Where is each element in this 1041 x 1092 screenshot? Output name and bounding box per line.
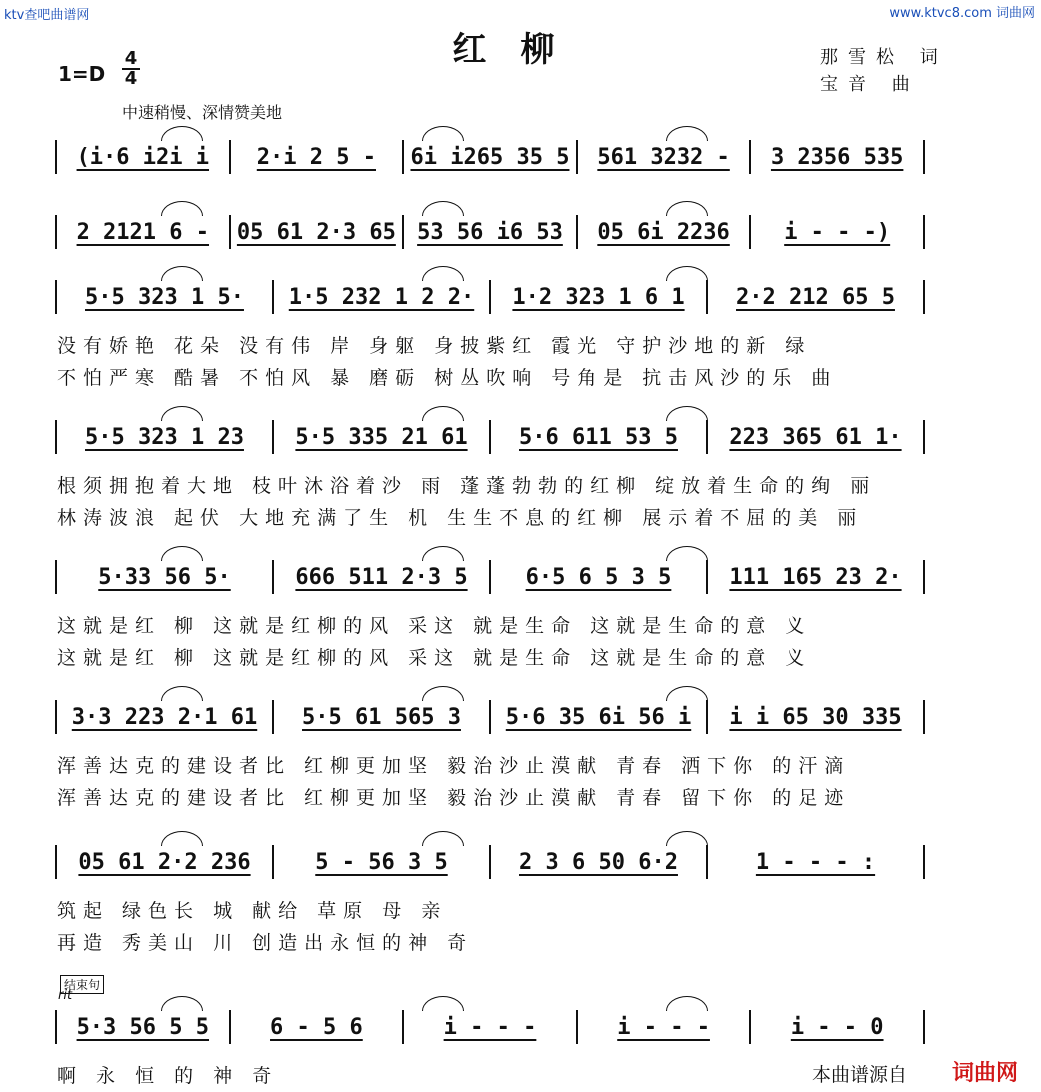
lyric-line: 浑善达克的建设者比 红柳更加坚 毅治沙止漠献 青春 洒下你 的汗滴 <box>57 755 851 777</box>
slur-mark <box>422 831 464 846</box>
notes-row <box>55 560 925 594</box>
tempo-marking: 中速稍慢、深情赞美地 <box>122 103 283 122</box>
slur-mark <box>161 831 203 846</box>
measure: 5·5 61 565 3 <box>274 700 491 734</box>
measure: 5·5 323 1 5· <box>57 280 274 314</box>
notes-row <box>55 700 925 734</box>
watermark-right: www.ktvc8.com 词曲网 <box>889 6 1035 21</box>
measure: 5·5 323 1 23 <box>57 420 274 454</box>
measure: 05 6i 2236 <box>578 215 752 249</box>
measure: 666 511 2·3 5 <box>274 560 491 594</box>
lyric-line: 没有娇艳 花朵 没有伟 岸 身躯 身披紫红 霞光 守护沙地的新 绿 <box>57 335 812 357</box>
score-system <box>55 280 925 394</box>
song-title: 红柳 <box>452 30 589 70</box>
slur-mark <box>666 686 708 701</box>
measure: 111 165 23 2· <box>708 560 925 594</box>
measure: 5·3 56 5 5 <box>57 1010 231 1044</box>
measure: 6·5 6 5 3 5 <box>491 560 708 594</box>
lyricist: 那雪松 词 <box>820 47 948 68</box>
lyric-line: 浑善达克的建设者比 红柳更加坚 毅治沙止漠献 青春 留下你 的足迹 <box>57 787 851 809</box>
time-bottom: 4 <box>124 68 138 89</box>
score-system <box>55 420 925 534</box>
measure: i - - - <box>404 1010 578 1044</box>
slur-mark <box>422 126 464 141</box>
measure: i - - - <box>578 1010 752 1044</box>
score-system <box>55 215 925 249</box>
slur-mark <box>161 996 203 1011</box>
measure: (i·6 i2i i <box>57 140 231 174</box>
slur-mark <box>422 406 464 421</box>
composer: 宝音 曲 <box>820 74 920 95</box>
score-system <box>55 845 925 959</box>
measure: 1·2 323 1 6 1 <box>491 280 708 314</box>
measure: 6 - 5 6 <box>231 1010 405 1044</box>
credits <box>820 44 948 98</box>
measure: 2·i 2 5 - <box>231 140 405 174</box>
slur-mark <box>422 686 464 701</box>
measure: 3 2356 535 <box>751 140 925 174</box>
measure: 1 - - - : <box>708 845 925 879</box>
measure: i - - -) <box>751 215 925 249</box>
measure: 1·5 232 1 2 2· <box>274 280 491 314</box>
slur-mark <box>666 201 708 216</box>
measure: 2 3 6 50 6·2 <box>491 845 708 879</box>
measure: 5·6 611 53 5 <box>491 420 708 454</box>
source-brand: 词曲网 <box>952 1061 1019 1086</box>
measure: 5·6 35 6i 56 i <box>491 700 708 734</box>
lyric-line: 筑起 绿色长 城 献给 草原 母 亲 <box>57 900 448 922</box>
measure: 2 2121 6 - <box>57 215 231 249</box>
time-signature <box>120 50 142 88</box>
slur-mark <box>422 996 464 1011</box>
notes-row <box>55 1010 925 1044</box>
slur-mark <box>666 996 708 1011</box>
measure: 53 56 i6 53 <box>404 215 578 249</box>
lyric-line: 再造 秀美山 川 创造出永恒的神 奇 <box>57 932 474 954</box>
slur-mark <box>422 546 464 561</box>
slur-mark <box>666 266 708 281</box>
notes-row <box>55 280 925 314</box>
measure: 5 - 56 3 5 <box>274 845 491 879</box>
notes-row <box>55 215 925 249</box>
slur-mark <box>161 686 203 701</box>
score-system <box>55 700 925 814</box>
measure: 6i i265 35 5 <box>404 140 578 174</box>
ending-label: 结束句 <box>60 975 104 994</box>
notes-row <box>55 845 925 879</box>
measure: 5·5 335 21 61 <box>274 420 491 454</box>
score-system <box>55 560 925 674</box>
slur-mark <box>161 406 203 421</box>
measure: 561 3232 - <box>578 140 752 174</box>
lyric-line: 林涛波浪 起伏 大地充满了生 机 生生不息的红柳 展示着不屈的美 丽 <box>57 507 864 529</box>
measure: 05 61 2·2 236 <box>57 845 274 879</box>
measure: i i 65 30 335 <box>708 700 925 734</box>
slur-mark <box>161 546 203 561</box>
lyric-line: 这就是红 柳 这就是红柳的风 采这 就是生命 这就是生命的意 义 <box>57 647 812 669</box>
slur-mark <box>422 201 464 216</box>
measure: 3·3 223 2·1 61 <box>57 700 274 734</box>
score-system <box>55 1010 925 1092</box>
source-text: 本曲谱源自 <box>812 1064 908 1086</box>
time-top: 4 <box>124 48 138 69</box>
lyric-line: 不怕严寒 酷暑 不怕风 暴 磨砺 树丛吹响 号角是 抗击风沙的乐 曲 <box>57 367 838 389</box>
slur-mark <box>422 266 464 281</box>
slur-mark <box>161 126 203 141</box>
watermark-left: ktv查吧曲谱网 <box>4 8 90 23</box>
ritardando-marking: rit <box>58 988 73 1003</box>
slur-mark <box>666 406 708 421</box>
lyric-line: 啊 永 恒 的 神 奇 <box>57 1065 279 1087</box>
key-signature: 1=D <box>58 62 106 86</box>
measure: 5·33 56 5· <box>57 560 274 594</box>
slur-mark <box>161 266 203 281</box>
slur-mark <box>666 546 708 561</box>
slur-mark <box>666 126 708 141</box>
slur-mark <box>666 831 708 846</box>
notes-row <box>55 420 925 454</box>
slur-mark <box>161 201 203 216</box>
measure: 2·2 212 65 5 <box>708 280 925 314</box>
lyric-line: 根须拥抱着大地 枝叶沐浴着沙 雨 蓬蓬勃勃的红柳 绽放着生命的绚 丽 <box>57 475 877 497</box>
measure: 05 61 2·3 65 <box>231 215 405 249</box>
measure: i - - 0 <box>751 1010 925 1044</box>
notes-row <box>55 140 925 174</box>
score-system <box>55 140 925 174</box>
measure: 223 365 61 1· <box>708 420 925 454</box>
lyric-line: 这就是红 柳 这就是红柳的风 采这 就是生命 这就是生命的意 义 <box>57 615 812 637</box>
